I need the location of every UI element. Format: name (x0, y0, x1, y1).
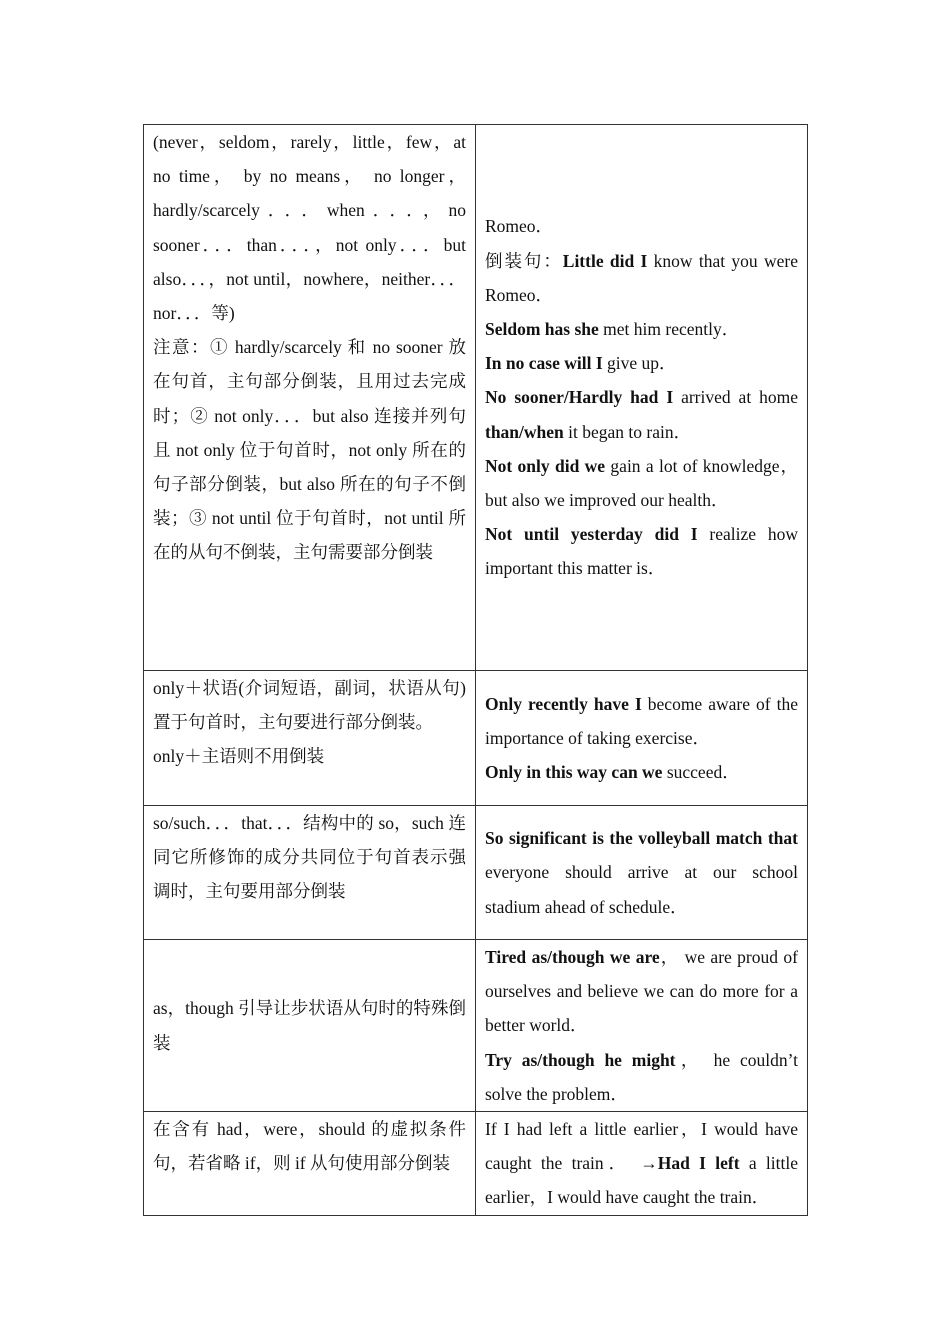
example-sentence: Not until yesterday did I realize how important this matter is． (485, 524, 798, 579)
example-sentence: Tired as/though we are， we are proud of ourselves and believe we can do more for a better world． (485, 947, 798, 1036)
rule-text: (never，seldom，rarely，little，few，at no time， by no means， no longer，hardly/scarcely．．．when．．．，no sooner．．．than．．．，not only．．．but also．．．，not until，nowhere，neither．．．nor．．．等) (153, 132, 466, 324)
example-sentence: No sooner/Hardly had I arrived at home than/when it began to rain． (485, 387, 799, 442)
example-sentence: Only recently have I become aware of the importance of taking exercise． (485, 693, 798, 748)
rule-cell (144, 1112, 476, 1216)
rule-cell (144, 806, 476, 940)
example-sentence: If I had left a little earlier，I would have caught the train． →Had I left a little earlier，I would have caught the train． (485, 1119, 798, 1208)
example-sentence: So significant is the volleyball match that everyone should arrive at our school stadium ahead of schedule． (485, 828, 798, 917)
rule-text: as，though 引导让步状语从句时的特殊倒装 (153, 998, 466, 1053)
example-cell (476, 806, 808, 940)
rule-text: 在含有 had，were，should 的虚拟条件句，若省略 if，则 if 从句使用部分倒装 (153, 1119, 466, 1174)
example-sentence: Try as/though he might， he couldn’t solve the problem． (485, 1049, 798, 1104)
example-sentence: Romeo． (485, 216, 554, 237)
example-cell (476, 1112, 808, 1216)
table-row (144, 1112, 808, 1216)
example-cell (476, 940, 808, 1112)
rule-cell (144, 125, 476, 671)
grammar-table (143, 124, 808, 1216)
rule-cell (144, 671, 476, 806)
rule-note: only＋主语则不用倒装 (153, 746, 325, 767)
example-sentence: In no case will I give up． (485, 353, 677, 374)
example-cell (476, 125, 808, 671)
rule-text: only＋状语(介词短语，副词，状语从句)置于句首时，主句要进行部分倒装。 (153, 678, 466, 733)
rule-note: 注意：① hardly/scarcely 和 no sooner 放在句首，主句部分倒装，且用过去完成时；② not only．．．but also 连接并列句且 not only 位于句首时，not only 所在的句子部分倒装，but also 所在的句子不倒装；③ not until 位于句首时，not until 所在的从句不倒装，主句需要部分倒装 (153, 337, 466, 563)
rule-text: so/such．．．that．．．结构中的 so，such 连同它所修饰的成分共同位于句首表示强调时，主句要用部分倒装 (153, 813, 466, 902)
example-sentence: Only in this way can we succeed． (485, 762, 740, 783)
table-row (144, 125, 808, 671)
table-row (144, 940, 808, 1112)
example-sentence: 倒装句：Little did I know that you were Romeo． (485, 250, 798, 305)
example-sentence: Seldom has she met him recently． (485, 318, 740, 339)
table-row (144, 671, 808, 806)
table-row (144, 806, 808, 940)
rule-cell (144, 940, 476, 1112)
example-sentence: Not only did we gain a lot of knowledge， but also we improved our health． (485, 455, 798, 510)
example-cell (476, 671, 808, 806)
